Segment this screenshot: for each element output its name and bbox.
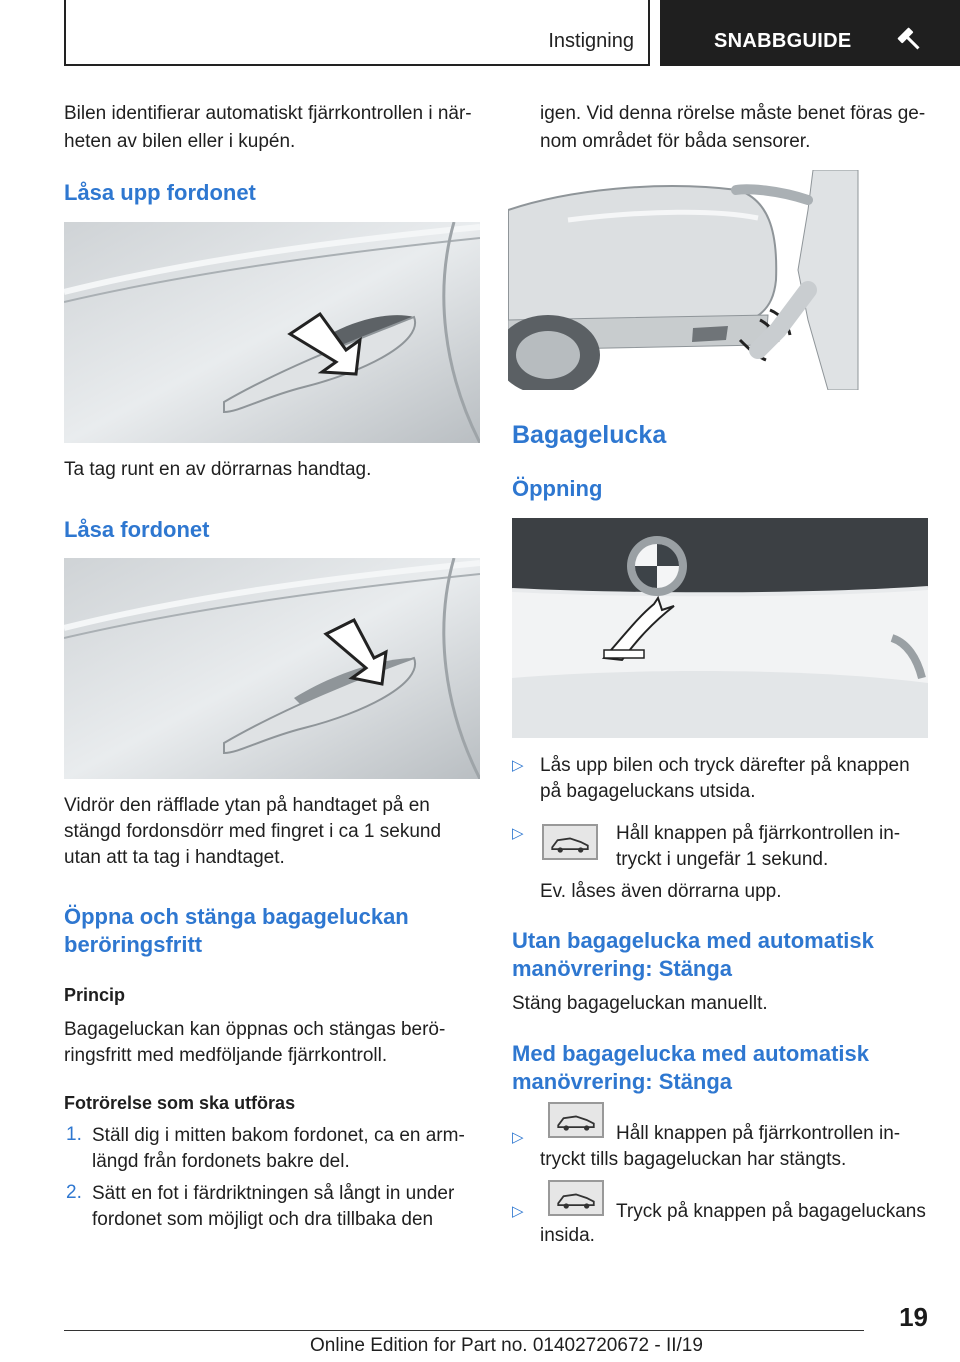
heading-lock: Låsa fordonet: [64, 517, 210, 542]
bullet-2-line-1: Håll knappen på fjärrkontrollen in-: [616, 823, 901, 844]
heading-open-close-l2: beröringsfritt: [64, 932, 203, 957]
trunk-button-icon: [548, 1102, 604, 1138]
step-1-line-2: längd från fordonets bakre del.: [92, 1151, 350, 1172]
continued-text-2: nom området för båda sensorer.: [540, 131, 811, 152]
trunk-button-icon: [548, 1180, 604, 1216]
car-rear-foot-gesture-illustration: [508, 170, 864, 390]
header-section-box: [64, 0, 650, 66]
section-title: Instigning: [548, 30, 634, 52]
bullet-glyph: ▷: [512, 1129, 524, 1146]
bullet-glyph: ▷: [512, 757, 524, 774]
door-handle-unlock-illustration: [64, 222, 480, 443]
principle-text-1: Bagageluckan kan öppnas och stängas berö-: [64, 1019, 446, 1040]
heading-unlock: Låsa upp fordonet: [64, 180, 256, 205]
unlock-caption: Ta tag runt en av dörrarnas handtag.: [64, 459, 372, 480]
bullet-3-line-1: Håll knappen på fjärrkontrollen in-: [616, 1123, 901, 1144]
step-2-line-1: Sätt en fot i färdriktningen så långt in under: [92, 1183, 455, 1204]
bullet-2-note: Ev. låses även dörrarna upp.: [540, 881, 782, 902]
step-1-line-1: Ställ dig i mitten bakom fordonet, ca en arm-: [92, 1125, 465, 1146]
lock-text-3: utan att ta tag i handtaget.: [64, 847, 285, 868]
principle-text-2: ringsfritt med medföljande fjärrkontroll.: [64, 1045, 388, 1066]
intro-line-2: heten av bilen eller i kupén.: [64, 131, 296, 152]
page-number: 19: [899, 1302, 928, 1332]
header-guide-box: [660, 0, 960, 66]
bullet-4-line-1: Tryck på knappen på bagageluckans: [616, 1201, 926, 1222]
guide-title: SNABBGUIDE: [714, 30, 852, 52]
bullet-3-line-2: tryckt tills bagageluckan har stängts.: [540, 1149, 847, 1170]
heading-no-auto-l1: Utan bagagelucka med automatisk: [512, 928, 874, 953]
heading-foot-motion: Fotrörelse som ska utföras: [64, 1093, 296, 1113]
continued-text-1: igen. Vid denna rörelse måste benet föras ge-: [540, 103, 926, 124]
lock-text-2: stängd fordonsdörr med fingret i ca 1 sekund: [64, 821, 442, 842]
bullet-1-line-1: Lås upp bilen och tryck därefter på knappen: [540, 755, 910, 776]
trunk-button-icon: [542, 824, 598, 860]
footer-divider: [64, 1330, 864, 1331]
heading-open-close-l1: Öppna och stänga bagageluckan: [64, 904, 409, 929]
bullet-glyph: ▷: [512, 825, 524, 842]
door-handle-lock-illustration: [64, 558, 480, 779]
heading-auto-l1: Med bagagelucka med automatisk: [512, 1041, 869, 1066]
heading-no-auto-l2: manövrering: Stänga: [512, 956, 733, 981]
heading-auto-l2: manövrering: Stänga: [512, 1069, 733, 1094]
bullet-4-line-2: insida.: [540, 1225, 595, 1246]
hammer-icon: [896, 26, 924, 54]
step-number: 2.: [66, 1182, 82, 1203]
bullet-2-line-2: tryckt i ungefär 1 sekund.: [616, 849, 829, 870]
step-2-line-2: fordonet som möjligt och dra tillbaka den: [92, 1209, 434, 1230]
lock-text-1: Vidrör den räfflade ytan på handtaget på en: [64, 795, 430, 816]
intro-line-1: Bilen identifierar automatiskt fjärrkontrollen i när-: [64, 103, 472, 124]
footer-edition: Online Edition for Part no. 01402720672 - II/19: [310, 1335, 703, 1356]
no-auto-text: Stäng bagageluckan manuellt.: [512, 993, 768, 1014]
bullet-glyph: ▷: [512, 1203, 524, 1220]
step-number: 1.: [66, 1124, 82, 1145]
trunk-button-illustration: [512, 518, 928, 738]
bullet-1-line-2: på bagageluckans utsida.: [540, 781, 756, 802]
heading-opening: Öppning: [512, 476, 603, 501]
heading-principle: Princip: [64, 985, 126, 1005]
heading-trunk: Bagagelucka: [512, 421, 667, 449]
